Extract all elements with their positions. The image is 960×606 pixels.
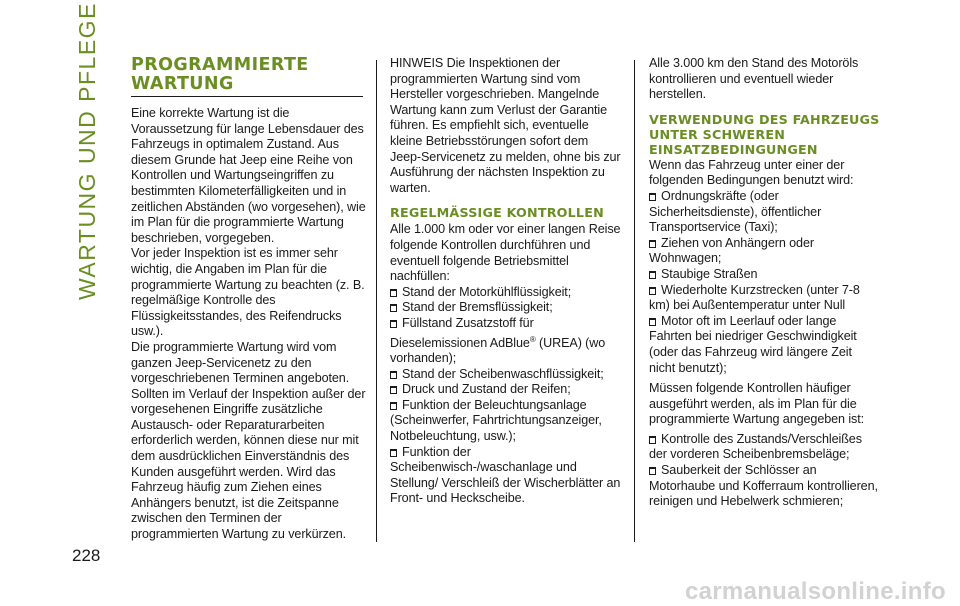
column-1 [131,56,367,543]
list-item: Sauberkeit der Schlösser an Motorhaube und Kofferraum kontrollieren, reinigen und Hebelwerk schmieren; [649,463,878,509]
column-2 [390,56,622,507]
paragraph: Vor jeder Inspektion ist es immer sehr wichtig, die Angaben im Plan für die programmierte Wartung zu beachten (z. B. regelmäßige Kontrolle des Flüssigkeitsstandes, des Reifendrucks usw.). [131,246,365,339]
list-item: Funktion der Scheibenwisch-/waschanlage und Stellung/ Verschleiß der Wischerblätter an Front- und Heckscheibe. [390,444,621,506]
paragraph: Eine korrekte Wartung ist die Voraussetzung für lange Lebensdauer des Fahrzeugs in optimalem Zustand. Aus diesem Grunde hat Jeep eine Reihe von Kontrollen und Wartungseingriffen zu bestimmten Kilometerfälligkeiten und in zeitlichen Abständen (wo vorgesehen), wie im Plan für die programmierte Wartung beschrieben, vorgegeben. [131,106,366,245]
checkbox-bullet-icon [649,287,656,295]
paragraph: Die programmierte Wartung wird vom ganzen Jeep-Servicenetz zu den vorgeschriebenen Terminen angeboten. Sollten im Verlauf der Inspektion außer der vorgesehenen Eingriffe zusätzliche Austausch- oder Reparaturarbeiten erforderlich werden, können diese nur mit dem ausdrücklichen Einverständnis des Kunden ausgeführt werden. Wird das Fahrzeug häufig zum Ziehen eines Anhängers benutzt, ist die Zeitspanne zwischen den Terminen der programmierten Wartung zu verkürzen. [131,339,366,542]
checkbox-bullet-icon [390,386,397,394]
list-item: Füllstand Zusatzstoff für Dieselemissionen AdBlue® (UREA) (wo vorhanden); [390,315,606,366]
list-item: Stand der Scheibenwaschflüssigkeit; [390,367,622,383]
list-item: Kontrolle des Zustands/Verschleißes der vorderen Scheibenbremsbeläge; [649,431,862,462]
checkbox-bullet-icon [390,289,397,297]
section-title-vertical: WARTUNG UND PFLEGE [74,2,100,300]
list-item: Motor oft im Leerlauf oder lange Fahrten bei niedriger Geschwindigkeit (oder das Fahrzeug wird längere Zeit nicht benutzt); [649,313,857,375]
checkbox-bullet-icon [649,467,656,475]
watermark-text: carmanualsonline.info [684,578,946,605]
checkbox-bullet-icon [390,402,397,410]
checkbox-bullet-icon [649,436,656,444]
heading-programmierte-wartung: PROGRAMMIERTE WARTUNG [131,56,363,97]
list-item: Ordnungskräfte (oder Sicherheitsdienste), öffentlicher Transportservice (Taxi); [649,188,822,235]
list-item: Funktion der Beleuchtungsanlage (Scheinwerfer, Fahrtrichtungsanzeiger, Notbeleuchtung, usw.); [390,397,602,444]
list-item: Stand der Motorkühlflüssigkeit; [390,285,622,301]
paragraph: Wenn das Fahrzeug unter einer der folgenden Bedingungen benutzt wird: [649,157,854,188]
column-divider-2 [634,60,635,542]
column-divider-1 [376,60,377,542]
paragraph: Müssen folgende Kontrollen häufiger ausgeführt werden, als im Plan für die programmierte Wartung angegeben ist: [649,381,865,427]
list-item: Wiederholte Kurzstrecken (unter 7-8 km) bei Außentemperatur unter Null [649,282,860,313]
checkbox-bullet-icon [649,318,656,326]
checkbox-bullet-icon [649,271,656,279]
heading-regelmaessige-kontrollen: REGELMÄSSIGE KONTROLLEN [390,205,604,221]
list-item: Ziehen von Anhängern oder Wohnwagen; [649,235,814,266]
paragraph: Alle 1.000 km oder vor einer langen Reise folgende Kontrollen durchführen und eventuell folgende Betriebsmittel nachfüllen: [390,222,621,284]
list-item: Druck und Zustand der Reifen; [390,382,622,398]
checkbox-bullet-icon [390,320,397,328]
list-item: Staubige Straßen [649,267,881,283]
heading-schwere-einsatzbedingungen: VERWENDUNG DES FAHRZEUGS UNTER SCHWEREN EINSATZBEDINGUNGEN [649,111,880,157]
page-number: 228 [72,546,101,565]
checkbox-bullet-icon [390,449,397,457]
checkbox-bullet-icon [390,371,397,379]
checkbox-bullet-icon [649,240,656,248]
list-item: Stand der Bremsflüssigkeit; [390,300,622,316]
checkbox-bullet-icon [649,193,656,201]
checkbox-bullet-icon [390,304,397,312]
column-3 [649,56,881,510]
paragraph: Alle 3.000 km den Stand des Motoröls kontrollieren und eventuell wieder herstellen. [649,56,859,102]
note-paragraph: HINWEIS Die Inspektionen der programmierten Wartung sind vom Hersteller vorgeschrieben. Mangelnde Wartung kann zum Verlust der Garantie führen. Es empfiehlt sich, eventuelle kleine Betriebsstörungen sofort dem Jeep-Servicenetz zu melden, ohne bis zur Ausführung der nächsten Inspektion zu warten. [390,56,621,195]
